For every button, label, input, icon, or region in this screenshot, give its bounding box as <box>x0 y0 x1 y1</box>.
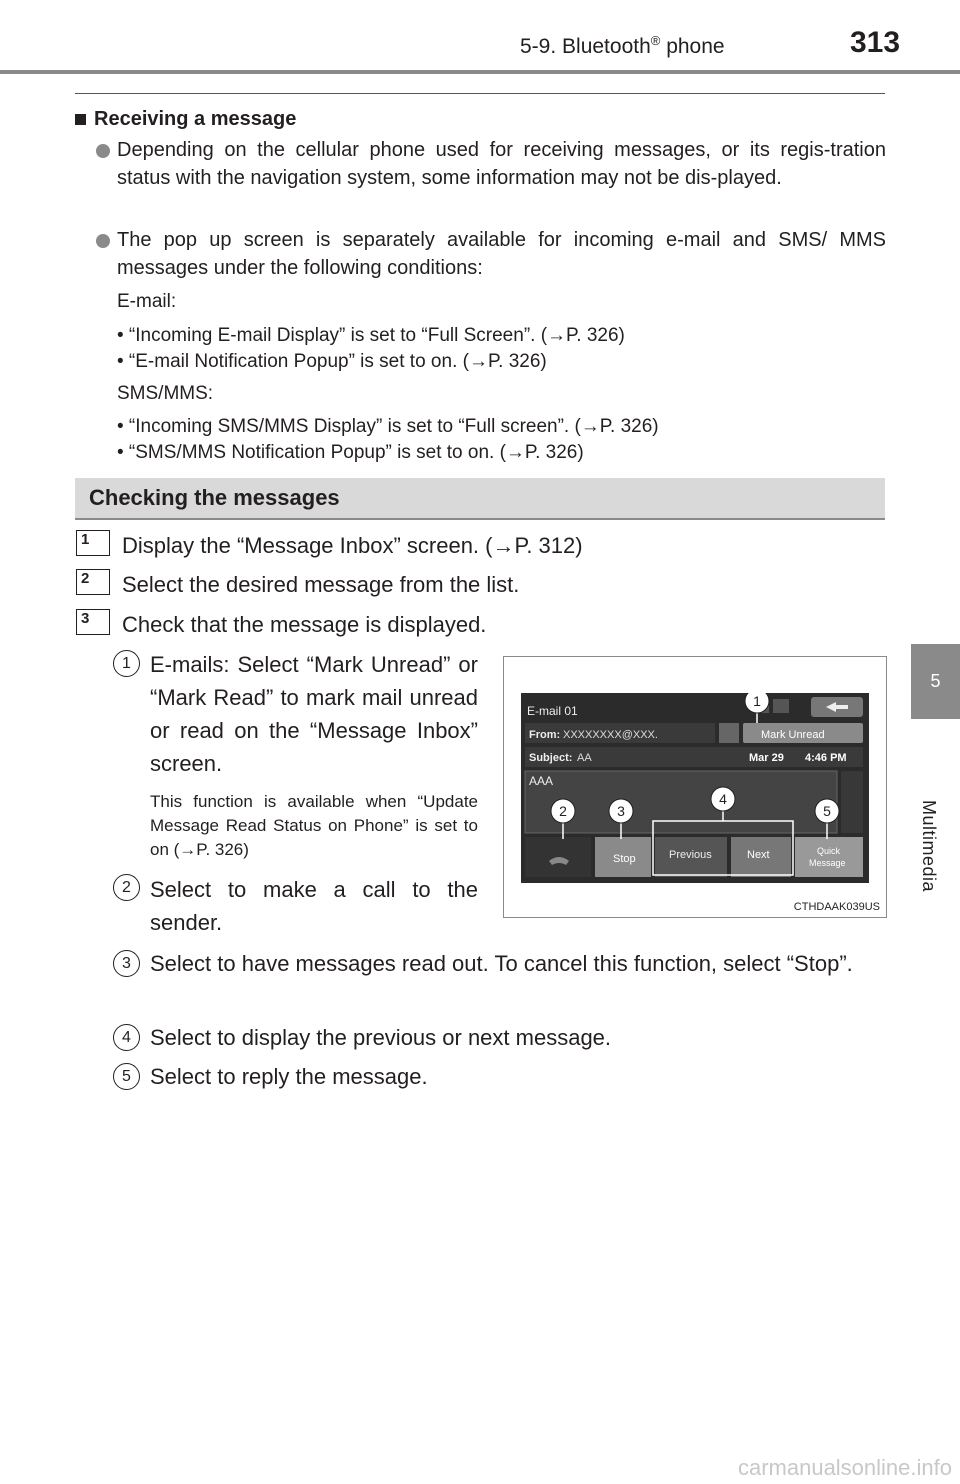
chapter-tab-number: 5 <box>911 644 960 719</box>
callout-number: 5 <box>113 1063 140 1090</box>
svg-text:Stop: Stop <box>613 853 636 865</box>
email-condition: • “E-mail Notification Popup” is set to on. (→P. 326) <box>117 351 547 372</box>
bullet-item: The pop up screen is separately available for incoming e-mail and SMS/ MMS messages under the following conditions: <box>96 226 886 282</box>
email-condition: • “Incoming E-mail Display” is set to “Full Screen”. (→P. 326) <box>117 325 625 346</box>
round-bullet-icon <box>96 144 110 158</box>
item-text: Select to display the previous or next message. <box>150 1025 612 1050</box>
step-text: Display the “Message Inbox” screen. (→P. 312) <box>122 533 583 558</box>
callout-number: 4 <box>113 1024 140 1051</box>
sms-label: SMS/MMS: <box>117 383 214 404</box>
scrollbar[interactable] <box>841 771 863 833</box>
svg-text:Message: Message <box>809 858 846 868</box>
subject-value: AA <box>577 752 592 764</box>
svg-text:Next: Next <box>747 849 770 861</box>
item-note: This function is available when “Update Message Read Status on Phone” is set to on (→P. 326) <box>150 792 478 859</box>
svg-text:Mark Unread: Mark Unread <box>761 729 825 741</box>
screen-figure <box>503 656 887 918</box>
bullet-item: Depending on the cellular phone used for receiving messages, or its regis-tration status with the navigation system, some information may not be dis-played. <box>96 136 886 192</box>
message-date: Mar 29 <box>749 752 784 764</box>
checking-heading: Checking the messages <box>75 478 885 520</box>
watermark: carmanualsonline.info <box>737 1455 952 1480</box>
sms-condition: • “Incoming SMS/MMS Display” is set to “Full screen”. (→P. 326) <box>117 416 659 437</box>
page-number: 313 <box>850 26 901 59</box>
receiving-heading: Receiving a message <box>75 108 296 131</box>
step-text: Check that the message is displayed. <box>122 612 487 637</box>
screen-title: E-mail 01 <box>527 704 578 718</box>
chapter-tab-label: Multimedia <box>919 800 939 893</box>
page-header <box>0 0 960 80</box>
svg-text:From:: From: <box>529 729 561 741</box>
step-text: Select the desired message from the list. <box>122 572 520 597</box>
item-text: E-mails: Select “Mark Unread” or “Mark Read” to mark mail unread or read on the “Message Inbox” screen. <box>150 652 478 776</box>
quick-message-button[interactable] <box>795 837 863 877</box>
step-number: 1 <box>76 530 110 556</box>
battery-icon <box>773 699 789 713</box>
figure-caption: CTHDAAK039US <box>793 901 880 913</box>
email-screen-drawing <box>521 693 869 883</box>
svg-text:Previous: Previous <box>669 849 712 861</box>
email-screen <box>521 693 869 883</box>
svg-text:Quick: Quick <box>817 846 841 856</box>
top-rule <box>75 93 885 94</box>
svg-text:3: 3 <box>617 803 625 819</box>
item-text: Select to reply the message. <box>150 1064 428 1089</box>
svg-text:Subject:: Subject: <box>529 752 573 764</box>
svg-text:5: 5 <box>823 803 831 819</box>
svg-text:1: 1 <box>753 693 761 709</box>
round-bullet-icon <box>96 234 110 248</box>
from-value: XXXXXXXX@XXX. <box>563 729 658 741</box>
section-label: 5-9. Bluetooth® phone <box>520 33 725 58</box>
step-number: 2 <box>76 569 110 595</box>
callout-number: 2 <box>113 874 140 901</box>
sms-condition: • “SMS/MMS Notification Popup” is set to on. (→P. 326) <box>117 442 584 463</box>
message-time: 4:46 PM <box>805 752 847 764</box>
email-label: E-mail: <box>117 291 177 312</box>
attachment-button[interactable] <box>719 723 739 743</box>
header-rule <box>0 70 960 74</box>
item-text: Select to make a call to the sender. <box>150 877 478 935</box>
step-number: 3 <box>76 609 110 635</box>
callout-number: 1 <box>113 650 140 677</box>
callout-number: 3 <box>113 950 140 977</box>
call-button[interactable] <box>525 837 591 877</box>
message-body: AAA <box>529 774 554 788</box>
svg-text:4: 4 <box>719 791 727 807</box>
square-bullet-icon <box>75 114 86 125</box>
svg-text:2: 2 <box>559 803 567 819</box>
item-text: Select to have messages read out. To cancel this function, select “Stop”. <box>150 951 853 976</box>
